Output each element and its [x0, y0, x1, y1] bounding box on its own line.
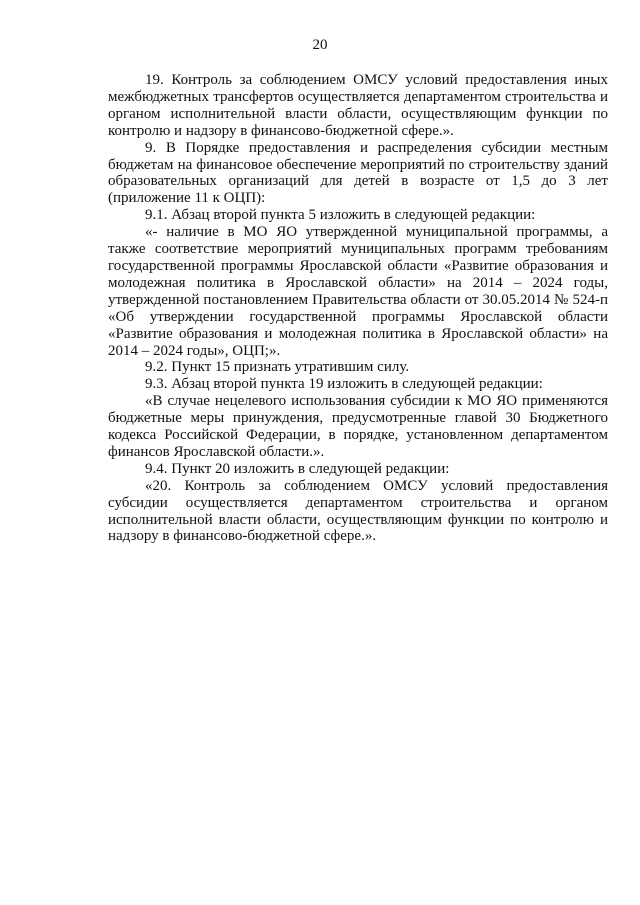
page-number: 20: [312, 37, 328, 53]
paragraph-9-4-heading: 9.4. Пункт 20 изложить в следующей редакции:: [145, 460, 450, 477]
paragraph-9-3-text: «В случае нецелевого использования субсидии к МО ЯО применяются бюджетные меры принуждения, предусмотренные главой 30 Бюджетного кодекса Российской Федерации, в порядке, установленном департаментом финансов Ярославской области.».: [108, 393, 608, 460]
document-body: [108, 72, 608, 545]
paragraph-9-order: 9. В Порядке предоставления и распределения субсидии местным бюджетам на финансовое обеспечение мероприятий по строительству зданий образовательных организаций для детей в возрасте от 1,5 до 3 лет (приложение 11 к ОЦП):: [108, 139, 608, 207]
paragraph-9-1-text: «- наличие в МО ЯО утвержденной муниципальной программы, а также соответствие мероприятий муниципальных программ требованиям государственной программы Ярославской области «Развитие образования и молодежная политика в Ярославской области» на 2014 – 2024 годы, утвержденной постановлением Правительства области от 30.05.2014 № 524-п «Об утверждении государственной программы Ярославской области «Развитие образования и молодежная политика в Ярославской области» на 2014 – 2024 годы», ОЦП;».: [108, 224, 608, 359]
paragraph-9-4-text: «20. Контроль за соблюдением ОМСУ условий предоставления субсидии осуществляется департаментом строительства и органом исполнительной власти области, осуществляющим функции по контролю и надзору в финансово-бюджетной сфере.».: [108, 477, 608, 545]
paragraph-19-control: 19. Контроль за соблюдением ОМСУ условий предоставления иных межбюджетных трансфертов осуществляется департаментом строительства и органом исполнительной власти области, осуществляющим функции по контролю и надзору в финансово-бюджетной сфере.».: [108, 72, 608, 139]
paragraph-9-1-heading: 9.1. Абзац второй пункта 5 изложить в следующей редакции:: [145, 207, 536, 224]
paragraph-9-3-heading: 9.3. Абзац второй пункта 19 изложить в следующей редакции:: [145, 376, 543, 393]
paragraph-9-2: 9.2. Пункт 15 признать утратившим силу.: [145, 359, 410, 376]
